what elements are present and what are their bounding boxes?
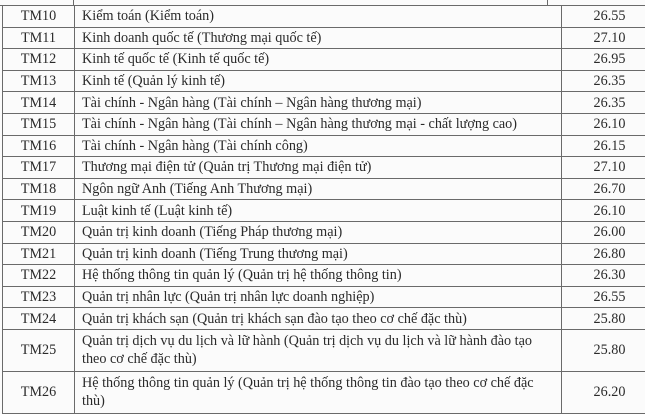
major-code: TM17 <box>3 157 75 179</box>
cutoff-score: 25.80 <box>562 308 645 330</box>
table-row <box>3 221 645 243</box>
admission-scores-table <box>2 5 645 414</box>
major-code: TM20 <box>3 221 75 243</box>
major-name: Luật kinh tế (Luật kinh tế) <box>75 200 562 222</box>
table-row <box>3 27 645 49</box>
cutoff-score: 26.80 <box>562 243 645 265</box>
major-name: Tài chính - Ngân hàng (Tài chính – Ngân hàng thương mại - chất lượng cao) <box>75 113 562 135</box>
table-row <box>3 113 645 135</box>
cutoff-score: 26.95 <box>562 49 645 71</box>
major-name: Kinh doanh quốc tế (Thương mại quốc tế) <box>75 27 562 49</box>
major-code: TM21 <box>3 243 75 265</box>
cutoff-score: 26.35 <box>562 92 645 114</box>
cutoff-score: 26.70 <box>562 178 645 200</box>
major-code: TM23 <box>3 286 75 308</box>
major-code: TM12 <box>3 49 75 71</box>
major-name: Quản trị kinh doanh (Tiếng Trung thương mại) <box>75 243 562 265</box>
table-row <box>3 200 645 222</box>
major-code: TM16 <box>3 135 75 157</box>
major-name: Quản trị nhân lực (Quản trị nhân lực doanh nghiệp) <box>75 286 562 308</box>
table-row <box>3 157 645 179</box>
major-name: Thương mại điện tử (Quản trị Thương mại điện tử) <box>75 157 562 179</box>
cutoff-score: 26.55 <box>562 286 645 308</box>
major-name: Kinh tế (Quản lý kinh tế) <box>75 70 562 92</box>
table-row <box>3 135 645 157</box>
table-row <box>3 70 645 92</box>
major-code: TM26 <box>3 371 75 413</box>
major-name: Quản trị kinh doanh (Tiếng Pháp thương mại) <box>75 221 562 243</box>
table-row <box>3 243 645 265</box>
table-row <box>3 371 645 413</box>
cutoff-score: 26.30 <box>562 265 645 287</box>
table-row <box>3 92 645 114</box>
table-row <box>3 265 645 287</box>
major-code: TM13 <box>3 70 75 92</box>
cutoff-score: 26.10 <box>562 200 645 222</box>
major-name: Kinh tế quốc tế (Kinh tế quốc tế) <box>75 49 562 71</box>
major-code: TM19 <box>3 200 75 222</box>
table-row <box>3 286 645 308</box>
cutoff-score: 27.10 <box>562 27 645 49</box>
major-code: TM11 <box>3 27 75 49</box>
major-code: TM18 <box>3 178 75 200</box>
major-name: Kiểm toán (Kiểm toán) <box>75 6 562 28</box>
major-code: TM14 <box>3 92 75 114</box>
cutoff-score: 27.10 <box>562 157 645 179</box>
table-row <box>3 308 645 330</box>
major-name: Tài chính - Ngân hàng (Tài chính công) <box>75 135 562 157</box>
major-name: Quản trị khách sạn (Quản trị khách sạn đào tạo theo cơ chế đặc thù) <box>75 308 562 330</box>
major-code: TM22 <box>3 265 75 287</box>
major-name: Tài chính - Ngân hàng (Tài chính – Ngân hàng thương mại) <box>75 92 562 114</box>
major-code: TM15 <box>3 113 75 135</box>
table-row <box>3 329 645 371</box>
major-name: Hệ thống thông tin quản lý (Quản trị hệ thống thông tin) <box>75 265 562 287</box>
cutoff-score: 26.20 <box>562 371 645 413</box>
major-name: Ngôn ngữ Anh (Tiếng Anh Thương mại) <box>75 178 562 200</box>
major-name: Hệ thống thông tin quản lý (Quản trị hệ thống thông tin đào tạo theo cơ chế đặc thù) <box>75 371 562 413</box>
major-name: Quản trị dịch vụ du lịch và lữ hành (Quản trị dịch vụ du lịch và lữ hành đào tạo theo cơ chế đặc thù) <box>75 329 562 371</box>
cutoff-score: 26.10 <box>562 113 645 135</box>
major-code: TM24 <box>3 308 75 330</box>
major-code: TM25 <box>3 329 75 371</box>
cutoff-score: 25.80 <box>562 329 645 371</box>
cutoff-score: 26.55 <box>562 6 645 28</box>
cutoff-score: 26.15 <box>562 135 645 157</box>
table-row <box>3 49 645 71</box>
cutoff-score: 26.35 <box>562 70 645 92</box>
major-code: TM10 <box>3 6 75 28</box>
cutoff-score: 26.00 <box>562 221 645 243</box>
table-row <box>3 6 645 28</box>
table-row <box>3 178 645 200</box>
